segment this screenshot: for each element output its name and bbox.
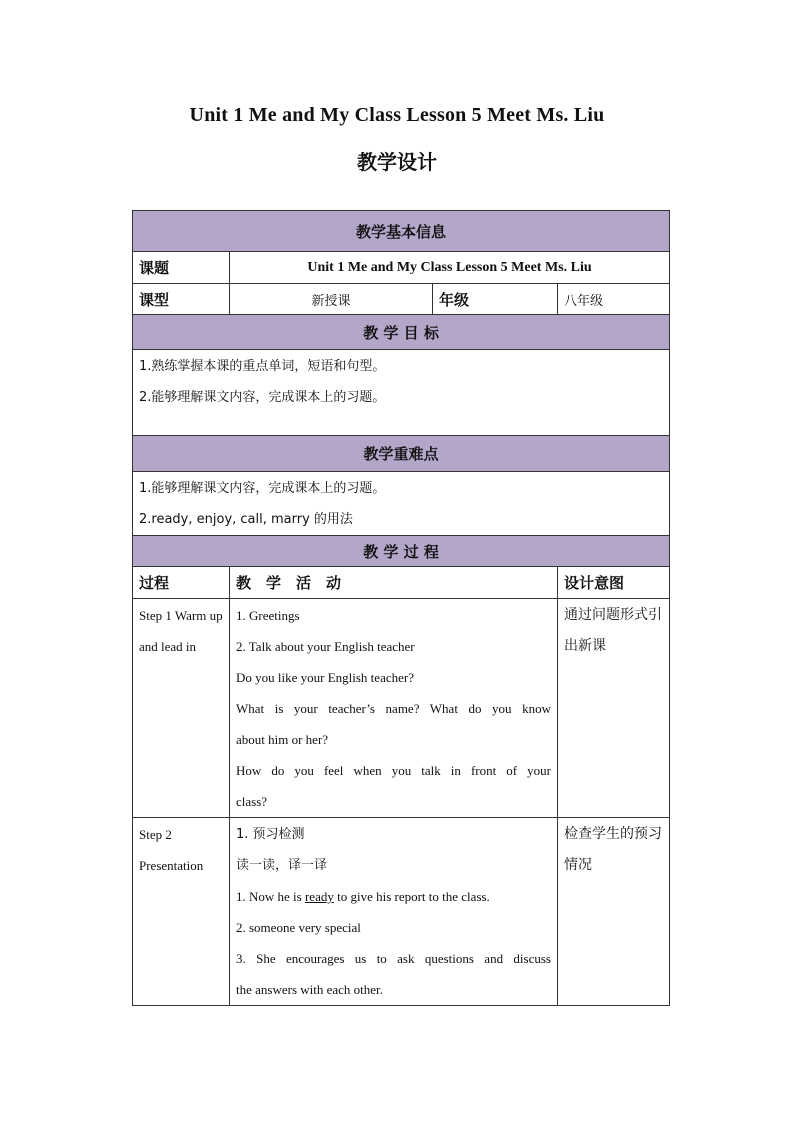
type-grade-row (133, 284, 670, 315)
intent-cell (558, 818, 670, 1006)
topic-value: Unit 1 Me and My Class Lesson 5 Meet Ms. Liu (230, 252, 670, 284)
step-cell (133, 818, 230, 1006)
type-label: 课型 (133, 284, 230, 315)
activity-line: What is your teacher’s name? What do you know (236, 701, 551, 716)
activity-line: 3. She encourages us to ask questions and discuss (236, 951, 551, 966)
objectives-header: 教 学 目 标 (133, 315, 670, 350)
underlined-word: ready (304, 889, 334, 904)
basic-info-header: 教学基本信息 (133, 211, 670, 252)
key-point-item: 1.能够理解课文内容，完成课本上的习题。 (139, 481, 386, 496)
type-value: 新授课 (230, 284, 433, 315)
activity-cell (230, 599, 558, 818)
activity-line: about him or her? (236, 732, 329, 747)
process-header: 教 学 过 程 (133, 536, 670, 567)
activity-line: 1. 预习检测 (236, 827, 305, 842)
step-line: Step 2 (139, 827, 172, 842)
objectives-header-row (133, 315, 670, 350)
sentence-start: 1. Now he is (236, 889, 305, 904)
grade-value: 八年级 (558, 284, 670, 315)
intent-line: 出新课 (564, 638, 606, 654)
objectives-cell (133, 350, 670, 436)
objectives-row (133, 350, 670, 436)
activity-line: the answers with each other. (236, 982, 383, 997)
basic-info-header-row (133, 211, 670, 252)
activity-column-header: 教 学 活 动 (230, 567, 558, 599)
intent-cell (558, 599, 670, 818)
document-title: Unit 1 Me and My Class Lesson 5 Meet Ms. Liu (189, 104, 605, 126)
process-header-row (133, 536, 670, 567)
intent-line: 情况 (564, 857, 592, 873)
activity-line: How do you feel when you talk in front of your (236, 763, 551, 778)
step-line: Presentation (139, 858, 204, 873)
intent-line: 通过问题形式引 (564, 607, 662, 623)
activity-line: 2. someone very special (236, 920, 361, 935)
objective-item: 1.熟练掌握本课的重点单词，短语和句型。 (139, 359, 386, 374)
document-subtitle: 教学设计 (357, 150, 437, 174)
topic-row (133, 252, 670, 284)
activity-line: class? (236, 794, 268, 809)
step-line: and lead in (139, 639, 197, 654)
intent-column-header: 设计意图 (558, 567, 670, 599)
activity-line: 2. Talk about your English teacher (236, 639, 415, 654)
process-step-row (133, 818, 670, 1006)
step-column-header: 过程 (133, 567, 230, 599)
process-columns-row (133, 567, 670, 599)
step-line: Step 1 Warm up (139, 608, 223, 623)
sentence-end: to give his report to the class. (333, 889, 490, 904)
intent-line: 检查学生的预习 (564, 826, 662, 842)
topic-label: 课题 (133, 252, 230, 284)
key-points-header-row (133, 436, 670, 472)
process-step-row (133, 599, 670, 818)
activity-line: Do you like your English teacher? (236, 670, 414, 685)
activity-cell (230, 818, 558, 1006)
lesson-plan-table (132, 210, 670, 1006)
step-cell (133, 599, 230, 818)
key-points-row (133, 472, 670, 536)
key-point-item: 2.ready, enjoy, call, marry 的用法 (139, 512, 353, 527)
key-points-header: 教学重难点 (133, 436, 670, 472)
activity-line (236, 881, 551, 912)
activity-line: 1. Greetings (236, 608, 300, 623)
activity-line: 读一读，译一译 (236, 858, 328, 873)
objective-item: 2.能够理解课文内容，完成课本上的习题。 (139, 390, 386, 405)
key-points-cell (133, 472, 670, 536)
grade-label: 年级 (433, 284, 558, 315)
